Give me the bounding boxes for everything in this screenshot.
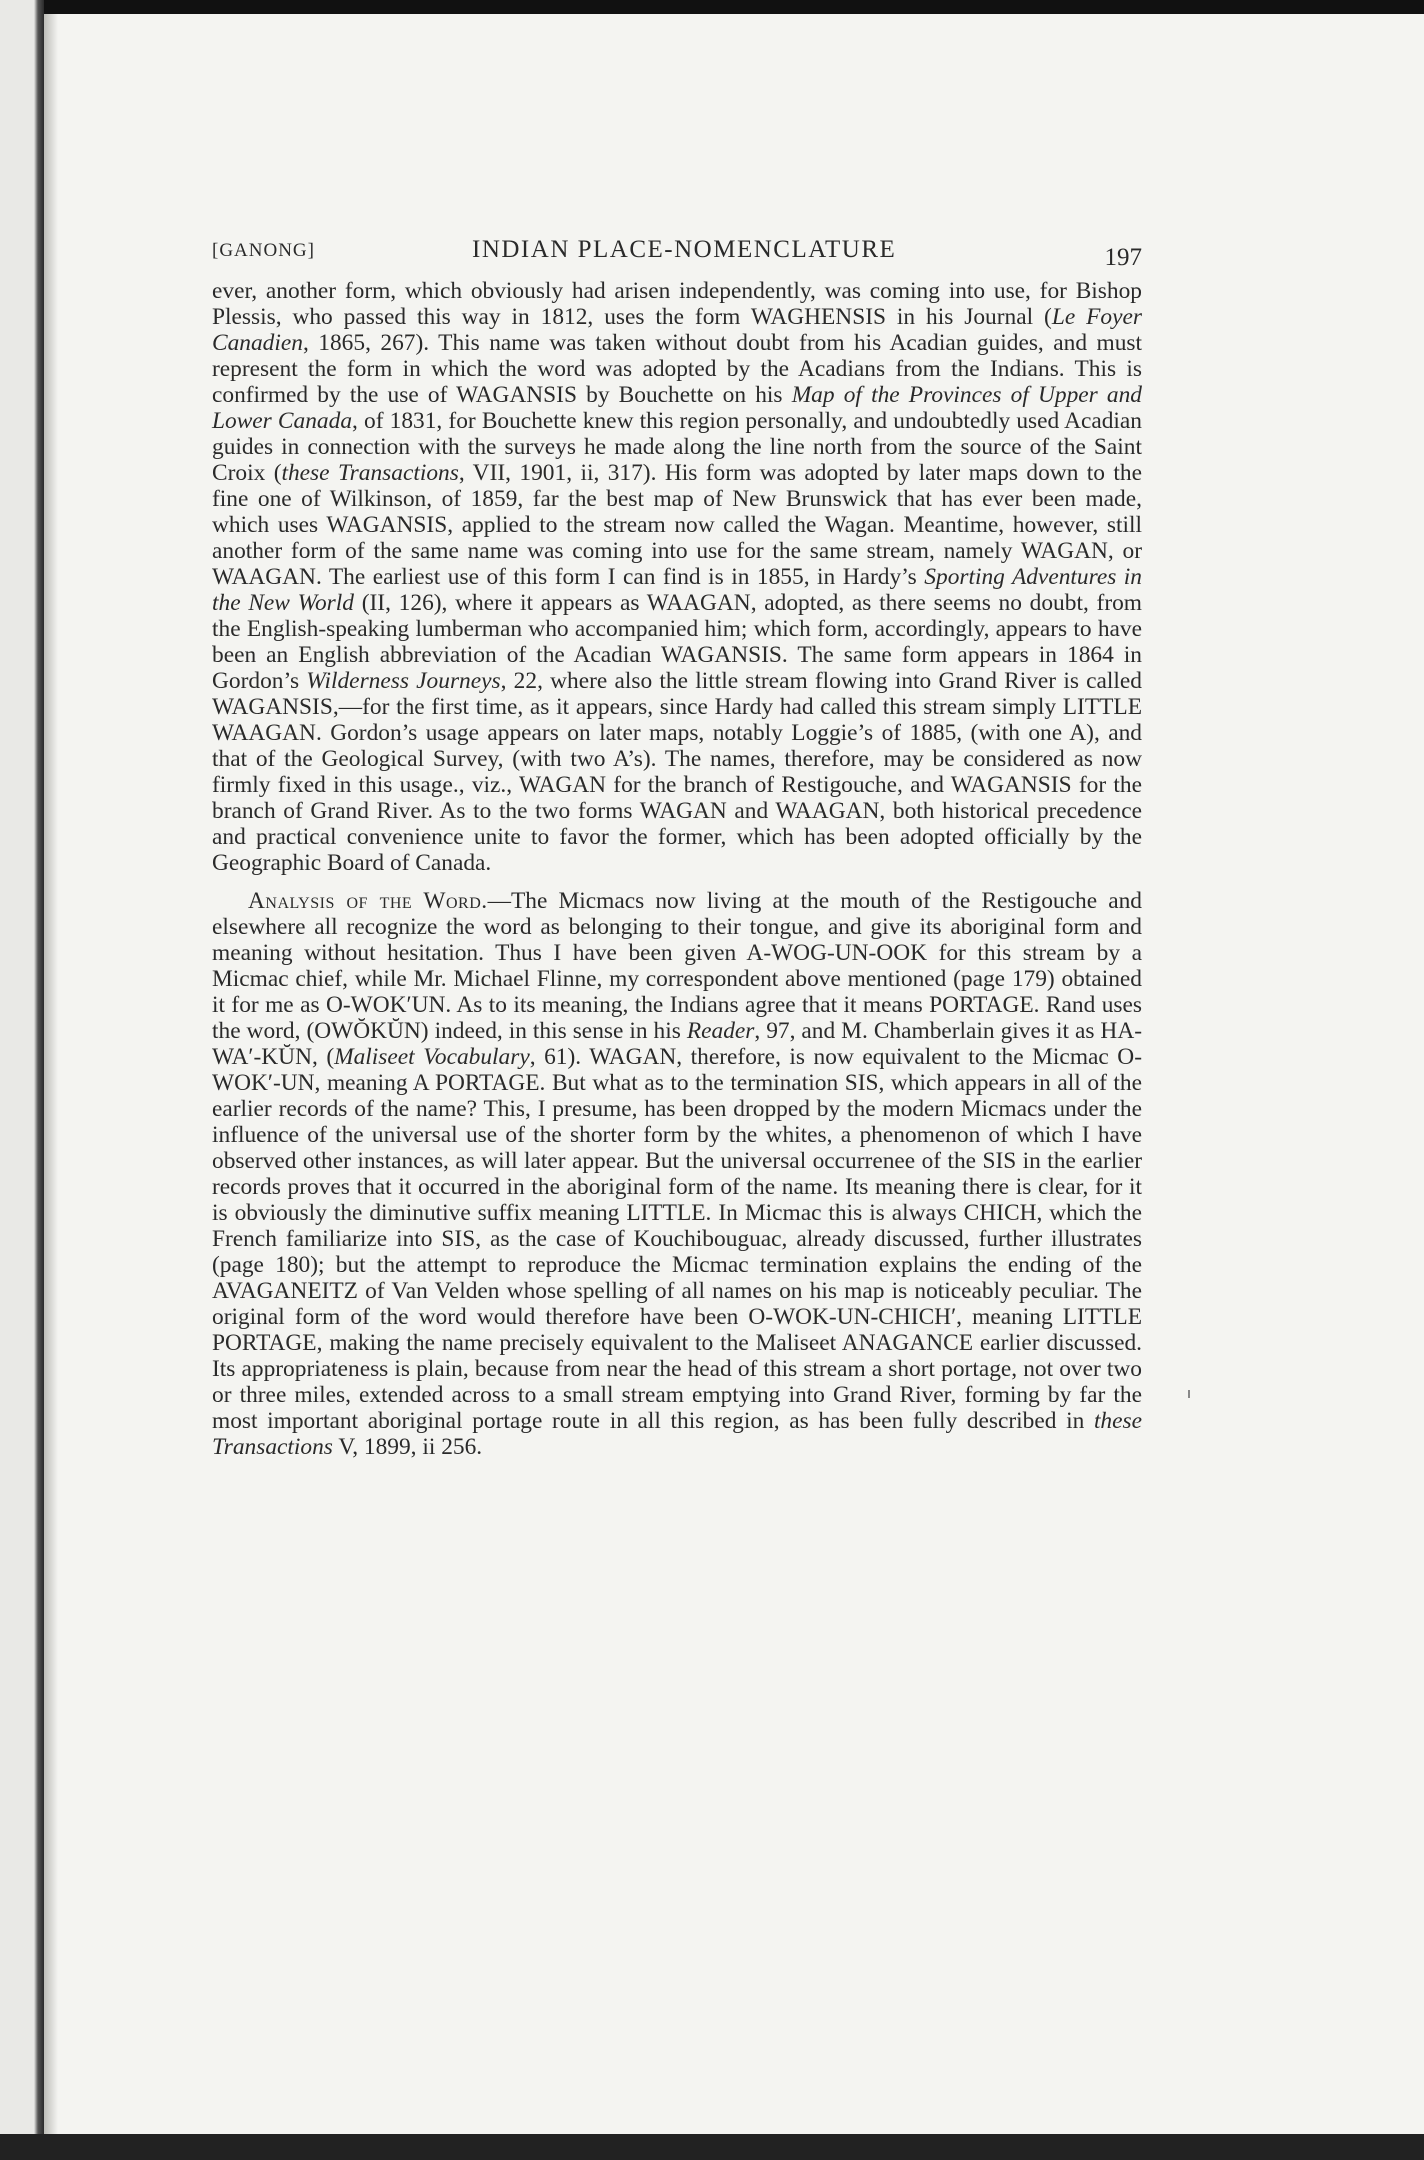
page-content (212, 230, 1142, 1460)
text-run: (II, 126), where it appears as WAAGAN, adopted, as there seems no doubt, from the English-speaking lumberman who accompanied him; which form, accordingly, appears to have been an English abbreviation of the Acadian WAGANSIS. The same form appears in 1864 in Gordon’s (212, 590, 1143, 694)
text-run: ever, another form, which obviously had arisen independently, was coming into use, for Bishop Plessis, who passed this way in 1812, uses the form WAGHENSIS in his Journal ( (212, 278, 1142, 330)
scan-speck (1188, 1390, 1190, 1398)
text-run: , 22, where also the little stream flowing into Grand River is called WAGANSIS,—for the first time, as it appears, since Hardy had called this stream simply LITTLE WAAGAN. Gordon’s usage appears on later maps, notably Loggie’s of 1885, (with one A), and that of the Geological Survey, (with two A’s). The names, therefore, may be considered as now firmly fixed in this usage., viz., WAGAN for the branch of Restigouche, and WAGANSIS for the branch of Grand River. As to the two forms WAGAN and WAAGAN, both historical precedence and practical convenience unite to favor the former, which has been adopted officially by the Geographic Board of Canada. (212, 668, 1142, 876)
text-run: , 61). WAGAN, therefore, is now equivalent to the Micmac O-WOK′-UN, meaning A PORTAGE. But what as to the termination SIS, which appears in all of the earlier records of the name? This, I presume, has been dropped by the modern Micmacs under the influence of the universal use of the shorter form by the whites, a phenomenon of which I have observed other instances, as will later appear. But the universal occurrenee of the SIS in the earlier records proves that it occurred in the aboriginal form of the name. Its meaning there is clear, for it is obviously the diminutive suffix meaning LITTLE. In Micmac this is always CHICH, which the French familiarize into SIS, as the case of Kouchibouguac, already discussed, further illustrates (page 180); but the attempt to reproduce the Micmac termination explains the ending of the AVAGANEITZ of Van Velden whose spelling of all names on his map is noticeably peculiar. The original form of the word would therefore have been O-WOK-UN-CHICH′, meaning LITTLE PORTAGE, making the name precisely equivalent to the Maliseet ANAGANCE earlier discussed. Its appropriateness is plain, because from near the head of this stream a short portage, not over two or three miles, extended across to a small stream emptying into Grand River, forming by far the most important aboriginal portage route in all this region, as has been fully described in (212, 1044, 1142, 1434)
text-run: , of 1831, for Bouchette knew this region personally, and undoubtedly used Acadian guides in connection with the surveys he made along the line north from the source of the Saint Croix ( (212, 408, 1142, 486)
running-header (212, 230, 1142, 270)
text-run: V, 1899, ii 256. (332, 1434, 483, 1460)
header-author: [GANONG] (212, 240, 315, 261)
text-run: , VII, 1901, ii, 317). His form was adopted by later maps down to the fine one of Wilkinson, of 1859, far the best map of New Brunswick that has ever been made, which uses WAGANSIS, applied to the stream now called the Wagan. Meantime, however, still another form of the same name was coming into use for the same stream, namely WAGAN, or WAAGAN. The earliest use of this form I can find is in 1855, in Hardy’s (212, 460, 1142, 590)
italic-title: Wilderness Journeys (306, 668, 501, 694)
italic-title: Reader (686, 1018, 755, 1044)
italic-title: these Transactions (281, 460, 459, 486)
italic-title: these Transactions (212, 1408, 1142, 1460)
text-run: , 1865, 267). This name was taken without doubt from his Acadian guides, and must represent the form in which the word was adopted by the Acadians from the Indians. This is confirmed by the use of WAGANSIS by Bouchette on his (212, 330, 1142, 408)
paragraph-wagan-forms (212, 278, 1142, 876)
paragraph-analysis-of-the-word (212, 888, 1142, 1460)
italic-title: Le Foyer Canadien (212, 304, 1142, 356)
book-spine-edge (0, 0, 44, 2160)
italic-title: Map of the Provinces of Upper and Lower Canada (212, 382, 1142, 434)
italic-title: Sporting Adventures in the New World (212, 564, 1142, 616)
header-title: INDIAN PLACE-NOMENCLATURE (472, 236, 897, 263)
italic-title: Maliseet Vocabulary (334, 1044, 530, 1070)
text-run: —The Micmacs now living at the mouth of the Restigouche and elsewhere all recognize the word as belonging to their tongue, and give its aboriginal form and meaning without hesitation. Thus I have been given A-WOG-UN-OOK for this stream by a Micmac chief, while Mr. Michael Flinne, my correspondent above mentioned (page 179) obtained it for me as O-WOK′UN. As to its meaning, the Indians agree that it means PORTAGE. Rand uses the word, (OWŎKŬN) indeed, in this sense in his (212, 888, 1142, 1044)
scan-top-edge (0, 0, 1424, 14)
spine-shadow (44, 14, 58, 2134)
text-run: , 97, and M. Chamberlain gives it as HA-WA′-KŬN, ( (212, 1018, 1142, 1070)
page-number: 197 (1104, 244, 1142, 271)
section-heading: Analysis of the Word. (248, 888, 488, 914)
scan-bottom-edge (0, 2134, 1424, 2160)
